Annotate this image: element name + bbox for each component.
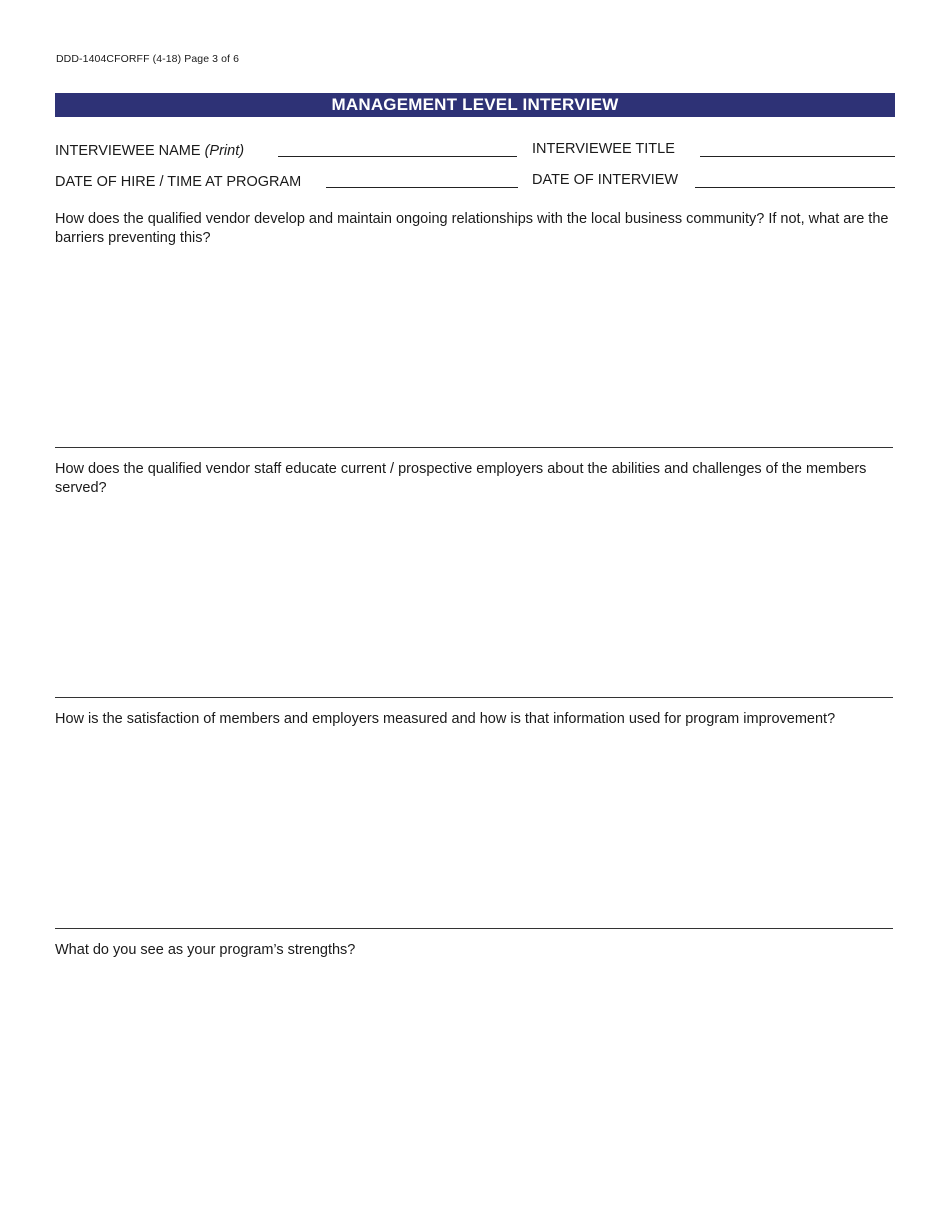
interviewee-name-label xyxy=(55,143,244,159)
question-3: How is the satisfaction of members and employers measured and how is that information used for program improvement? xyxy=(55,711,836,727)
interviewee-name-label-text: INTERVIEWEE NAME xyxy=(55,143,201,159)
date-of-interview-field[interactable] xyxy=(695,187,895,188)
section-divider xyxy=(55,447,893,448)
answer-area-2[interactable] xyxy=(55,502,893,692)
question-1: How does the qualified vendor develop and maintain ongoing relationships with the local business community? If not, what are the barriers preventing this? xyxy=(55,211,889,246)
interviewee-name-field[interactable] xyxy=(278,156,517,157)
interviewee-title-field[interactable] xyxy=(700,156,895,157)
answer-area-3[interactable] xyxy=(55,734,893,922)
section-divider xyxy=(55,928,893,929)
date-of-hire-field[interactable] xyxy=(326,187,518,188)
question-2: How does the qualified vendor staff educate current / prospective employers about the abilities and challenges of the members served? xyxy=(55,461,867,496)
interviewee-name-hint: (Print) xyxy=(204,143,245,159)
question-4: What do you see as your program’s strengths? xyxy=(55,942,356,958)
page-title: MANAGEMENT LEVEL INTERVIEW xyxy=(55,93,895,117)
section-divider xyxy=(55,697,893,698)
date-of-interview-label: DATE OF INTERVIEW xyxy=(532,172,679,188)
date-of-hire-label: DATE OF HIRE / TIME AT PROGRAM xyxy=(55,174,302,190)
answer-area-1[interactable] xyxy=(55,252,893,442)
answer-area-4[interactable] xyxy=(55,966,893,1206)
interviewee-title-label: INTERVIEWEE TITLE xyxy=(532,141,675,157)
form-id: DDD-1404CFORFF (4-18) Page 3 of 6 xyxy=(56,53,240,65)
